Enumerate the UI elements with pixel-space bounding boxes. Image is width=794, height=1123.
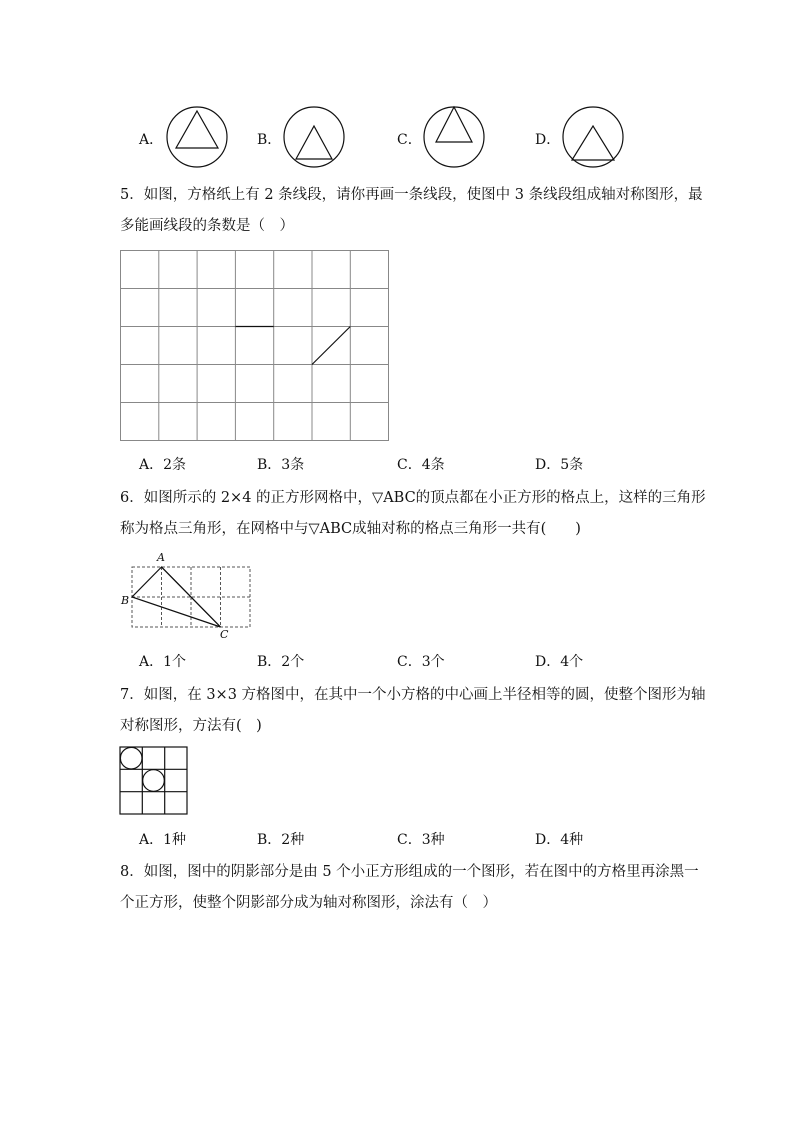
q4-option-a-label[interactable]: A． bbox=[139, 132, 164, 148]
q6-label-c: C bbox=[220, 628, 229, 641]
q5-diagonal-segment bbox=[312, 327, 350, 365]
q7-circle-top-left bbox=[120, 747, 142, 769]
q6-option-b[interactable]: B．2个 bbox=[257, 654, 305, 670]
q5-text-line2: 多能画线段的条数是（ ） bbox=[120, 218, 294, 234]
circle-triangle-top-icon bbox=[423, 106, 485, 168]
q6-option-a[interactable]: A．1个 bbox=[139, 654, 187, 670]
q7-circle-center bbox=[143, 770, 165, 792]
q5-option-c[interactable]: C．4条 bbox=[397, 457, 445, 473]
circle-triangle-chord-icon bbox=[562, 106, 624, 168]
q6-text-line1: 6．如图所示的 2×4 的正方形网格中，▽ABC的顶点都在小正方形的格点上，这样的三角形 bbox=[120, 490, 706, 506]
q5-option-b[interactable]: B．3条 bbox=[257, 457, 305, 473]
q7-option-d[interactable]: D．4种 bbox=[535, 832, 584, 848]
q5-option-a[interactable]: A．2条 bbox=[139, 457, 187, 473]
q7-option-a[interactable]: A．1种 bbox=[139, 832, 187, 848]
q4-options bbox=[0, 104, 794, 148]
q5-grid-figure bbox=[120, 250, 390, 442]
q5-option-d[interactable]: D．5条 bbox=[535, 457, 584, 473]
q7-option-c[interactable]: C．3种 bbox=[397, 832, 445, 848]
q6-grid-figure bbox=[118, 550, 258, 642]
q7-options bbox=[0, 830, 794, 860]
q4-option-d-label[interactable]: D． bbox=[535, 132, 561, 148]
q6-option-c[interactable]: C．3个 bbox=[397, 654, 445, 670]
q5-text-line1: 5．如图，方格纸上有 2 条线段，请你再画一条线段，使图中 3 条线段组成轴对称图形，最 bbox=[120, 187, 703, 203]
circle-triangle-base-chord-icon bbox=[283, 106, 345, 168]
q5-options bbox=[0, 455, 794, 485]
q7-grid-figure bbox=[119, 746, 189, 816]
q6-label-b: B bbox=[121, 594, 130, 607]
q6-option-d[interactable]: D．4个 bbox=[535, 654, 584, 670]
q6-options bbox=[0, 652, 794, 682]
q8-text-line1: 8．如图，图中的阴影部分是由 5 个小正方形组成的一个图形，若在图中的方格里再涂黑一 bbox=[120, 864, 699, 880]
q5-grid-lines bbox=[120, 250, 389, 441]
q4-option-b-label[interactable]: B． bbox=[257, 132, 282, 148]
q7-text-line2: 对称图形，方法有( ) bbox=[120, 718, 262, 734]
q7-text-line1: 7．如图，在 3×3 方格图中，在其中一个小方格的中心画上半径相等的圆，使整个图形为轴 bbox=[120, 687, 706, 703]
q6-text-line2: 称为格点三角形，在网格中与▽ABC成轴对称的格点三角形一共有( ) bbox=[120, 521, 581, 537]
q8-text-line2: 个正方形，使整个阴影部分成为轴对称图形，涂法有（ ） bbox=[120, 895, 497, 911]
q6-label-a: A bbox=[157, 551, 165, 564]
q7-option-b[interactable]: B．2种 bbox=[257, 832, 305, 848]
q4-option-c-label[interactable]: C． bbox=[397, 132, 422, 148]
circle-triangle-inscribed-icon bbox=[166, 106, 228, 168]
